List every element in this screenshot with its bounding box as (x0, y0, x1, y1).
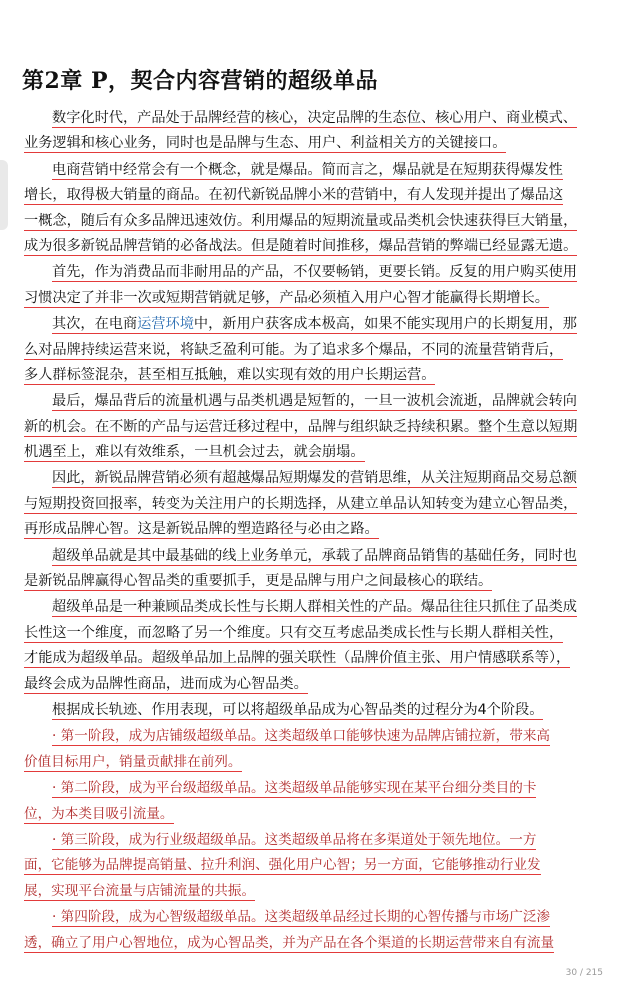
text-line: 与短期投资回报率，转变为关注用户的长期选择，从建立单品认知转变为建立心智品类， (24, 495, 578, 512)
text-line: 一概念，随后有众多品牌迅速效仿。利用爆品的短期流量或品类机会快速获得巨大销量， (24, 212, 578, 229)
text-line: 机遇至上，难以有效维系，一旦机会过去，就会崩塌。 (24, 444, 365, 461)
text-line: 根据成长轨迹、作用表现，可以将超级单品成为心智品类的过程分为4个阶段。 (52, 701, 544, 718)
article-body (24, 106, 604, 957)
text-line: 习惯决定了并非一次或短期营销就足够，产品必须植入用户心智才能赢得长期增长。 (24, 289, 549, 306)
text-line: · 第三阶段，成为行业级超级单品。这类超级单品将在多渠道处于领先地位。一方 (52, 831, 537, 848)
page-number: 30 / 215 (565, 968, 603, 978)
stage-item (24, 905, 604, 956)
text-line: 业务逻辑和核心业务，同时也是品牌与生态、用户、利益相关方的关键接口。 (24, 135, 507, 152)
text-line: 超级单品就是其中最基础的线上业务单元，承载了品牌商品销售的基础任务，同时也 (52, 547, 577, 564)
text-line: 成为很多新锐品牌营销的必备战法。但是随着时间推移，爆品营销的弊端已经显露无遗。 (24, 237, 578, 254)
paragraph (24, 389, 604, 465)
text-line: 面，它能够为品牌提高销量、拉升利润、强化用户心智；另一方面，它能够推动行业发 (24, 857, 541, 874)
text-line: 位，为本类目吸引流量。 (24, 805, 174, 822)
text-line: 多人群标签混杂，甚至相互抵触，难以实现有效的用户长期运营。 (24, 366, 436, 383)
paragraph (24, 106, 604, 157)
text-line: 再形成品牌心智。这是新锐品牌的塑造路径与必由之路。 (24, 521, 379, 538)
text-line: 长性这一个维度，而忽略了另一个维度。只有交互考虑品类成长性与长期人群相关性， (24, 624, 564, 641)
text-line: 才能成为超级单品。超级单品加上品牌的强关联性（品牌价值主张、用户情感联系等）， (24, 650, 571, 667)
paragraph (24, 312, 604, 388)
paragraph (24, 260, 604, 311)
stage-list (24, 724, 604, 956)
text-line: 最终会成为品牌性商品，进而成为心智品类。 (24, 675, 308, 692)
text-line: · 第一阶段，成为店铺级超级单品。这类超级单口能够快速为品牌店铺拉新，带来高 (52, 728, 551, 745)
text-line: 数字化时代，产品处于品牌经营的核心，决定品牌的生态位、核心用户、商业模式、 (52, 110, 577, 126)
text-line: 增长，取得极大销量的商品。在初代新锐品牌小米的营销中，有人发现并提出了爆品这 (24, 187, 564, 204)
text-line: 是新锐品牌赢得心智品类的重要抓手，更是品牌与用户之间最核心的联结。 (24, 573, 493, 590)
text-line: 最后，爆品背后的流量机遇与品类机遇是短暂的，一旦一波机会流逝，品牌就会转向 (52, 393, 577, 410)
paragraph (24, 544, 604, 595)
text-line: · 第二阶段，成为平台级超级单品。这类超级单品能够实现在某平台细分类目的卡 (52, 780, 537, 797)
text-line: 展，实现平台流量与店铺流量的共振。 (24, 882, 256, 899)
text-line: 超级单品是一种兼顾品类成长性与长期人群相关性的产品。爆品往往只抓住了品类成 (52, 599, 577, 616)
stage-item (24, 724, 604, 775)
left-edge-handle (0, 160, 8, 230)
text-line: 电商营销中经常会有一个概念，就是爆品。简而言之，爆品就是在短期获得爆发性 (52, 161, 563, 178)
paragraph (24, 595, 604, 697)
text-line: 首先，作为消费品而非耐用品的产品，不仅要畅销，更要长销。反复的用户购买使用 (52, 264, 577, 281)
text-line: 因此，新锐品牌营销必须有超越爆品短期爆发的营销思维，从关注短期商品交易总额 (52, 470, 577, 487)
stage-item (24, 828, 604, 904)
text-line: 新的机会。在不断的产品与运营迁移过程中，品牌与组织缺乏持续积累。整个生意以短期 (24, 418, 578, 435)
link-operating-environment[interactable]: 运营环境 (137, 316, 194, 333)
paragraph (24, 158, 604, 260)
chapter-title: 第2章 P，契合内容营销的超级单品 (22, 68, 379, 94)
paragraph (24, 698, 604, 723)
paragraph (24, 466, 604, 542)
text-line: 透，确立了用户心智地位，成为心智品类，并为产品在各个渠道的长期运营带来自有流量 (24, 934, 555, 951)
text-line: · 第四阶段，成为心智级超级单品。这类超级单品经过长期的心智传播与市场广泛渗 (52, 909, 551, 926)
text-line: 么对品牌持续运营来说，将缺乏盈利可能。为了追求多个爆品，不同的流量营销背后， (24, 341, 564, 358)
text-line: 其次，在电商运营环境中，新用户获客成本极高，如果不能实现用户的长期复用，那 (52, 316, 577, 333)
stage-item (24, 776, 604, 827)
text-line: 价值目标用户，销量贡献排在前列。 (24, 753, 242, 770)
